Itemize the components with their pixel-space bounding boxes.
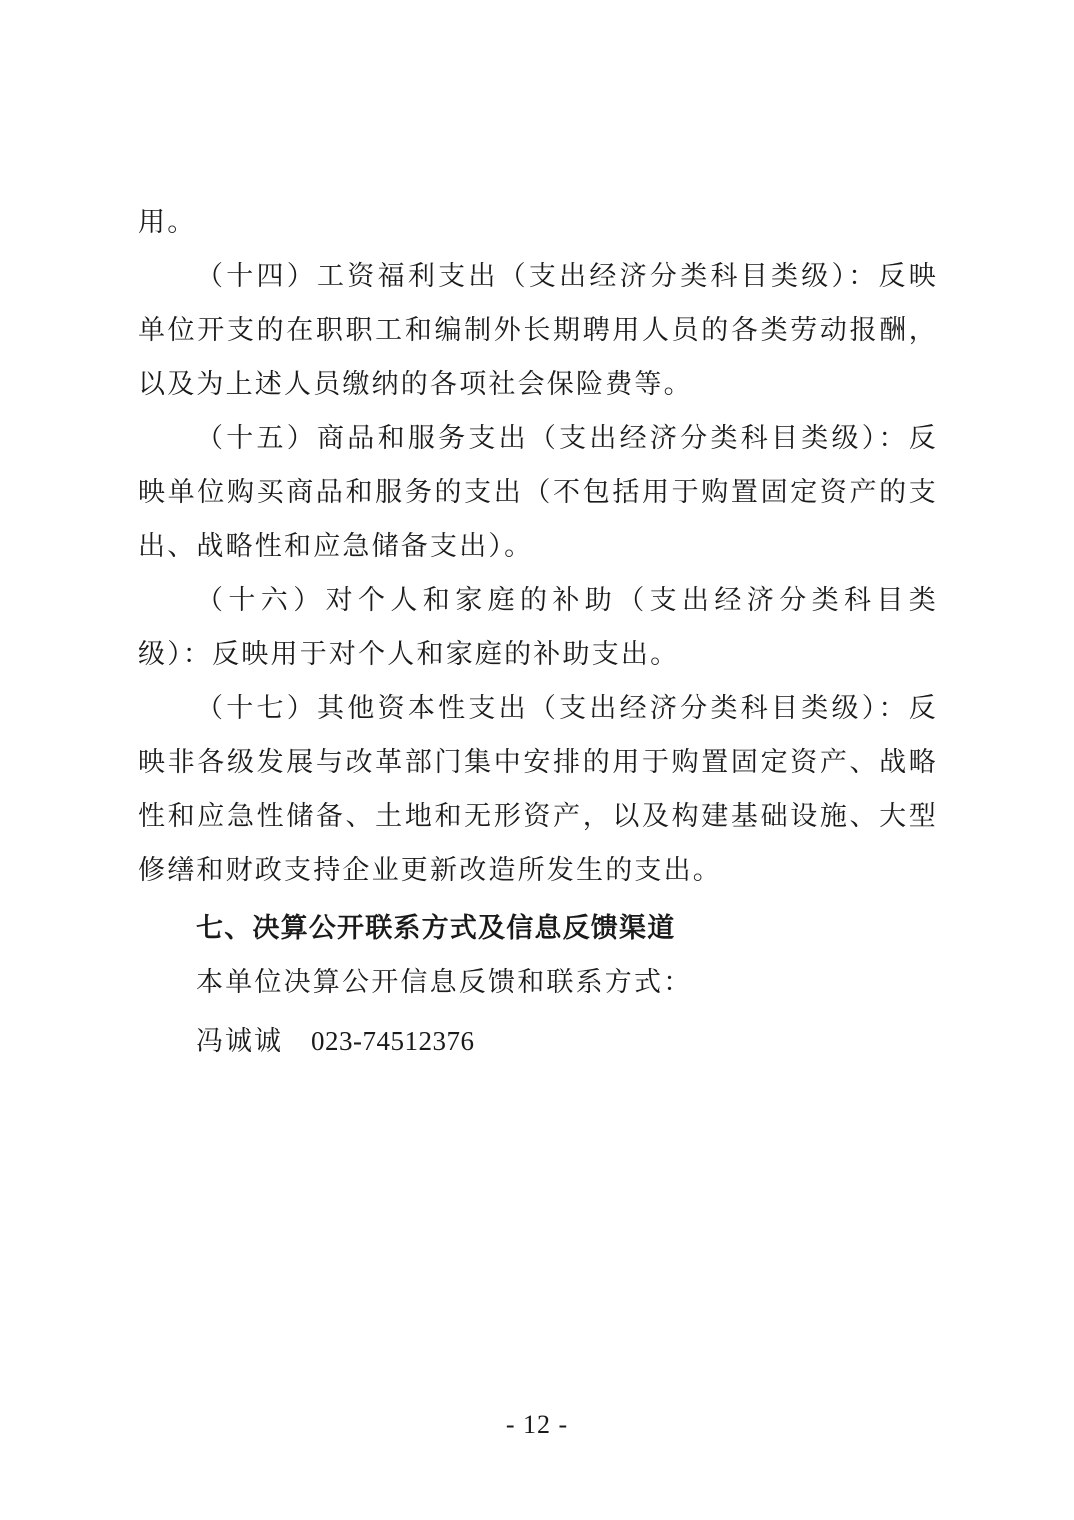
contact-line (138, 1014, 938, 1069)
paragraph-continuation: 用。 (138, 207, 197, 238)
section-heading: 七、决算公开联系方式及信息反馈渠道 (196, 913, 676, 944)
contact-name: 冯诚诚 (196, 1026, 283, 1057)
paragraph-wage-welfare: （十四）工资福利支出（支出经济分类科目类级）：反映单位开支的在职职工和编制外长期聘用人员的各类劳动报酬，以及为上述人员缴纳的各项社会保险费等。 (138, 261, 938, 400)
paragraph-household-subsidy: （十六）对个人和家庭的补助（支出经济分类科目类级）：反映用于对个人和家庭的补助支出。 (138, 585, 938, 670)
contact-intro: 本单位决算公开信息反馈和联系方式： (196, 967, 693, 998)
document-body (138, 196, 938, 1069)
paragraph-other-capital: （十七）其他资本性支出（支出经济分类科目类级）：反映非各级发展与改革部门集中安排的用于购置固定资产、战略性和应急性储备、土地和无形资产，以及构建基础设施、大型修缮和财政支持企业更新改造所发生的支出。 (138, 693, 938, 886)
page-number: - 12 - (505, 1410, 569, 1439)
contact-phone: 023-74512376 (311, 1026, 475, 1056)
paragraph-goods-services: （十五）商品和服务支出（支出经济分类科目类级）：反映单位购买商品和服务的支出（不包括用于购置固定资产的支出、战略性和应急储备支出）。 (138, 423, 938, 562)
